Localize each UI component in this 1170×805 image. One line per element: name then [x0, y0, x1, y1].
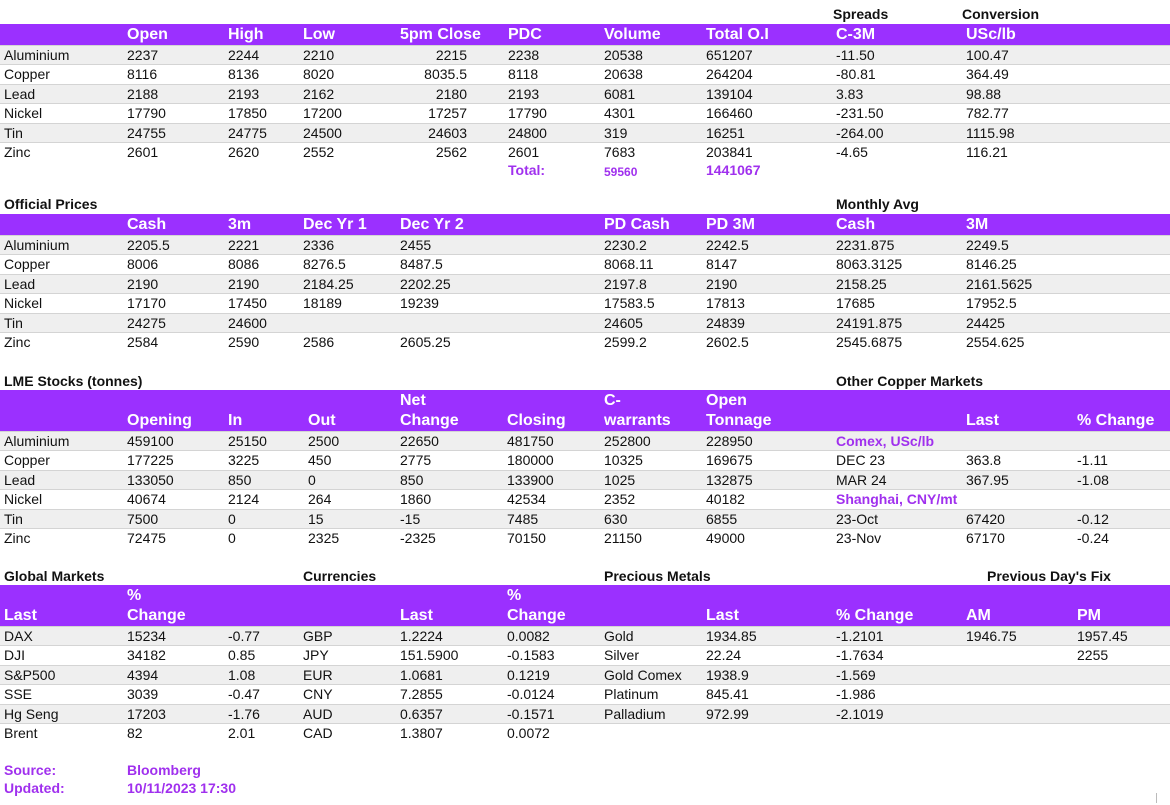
index-name: S&P500	[4, 666, 56, 683]
cell-precious-pct: -1.986	[836, 686, 876, 703]
cell-currency-pct: 0.1219	[507, 666, 550, 683]
cell-currency-pct: -0.0124	[507, 686, 555, 703]
global-col-header: Change	[127, 607, 186, 624]
official-col-header: Dec Yr 2	[400, 216, 464, 233]
row-rule	[0, 489, 1170, 490]
cell-dec1: 18189	[303, 295, 342, 312]
stocks-col-header: Out	[308, 412, 336, 429]
cell-out: 450	[308, 452, 332, 469]
cell-pd3m: 17813	[706, 295, 745, 312]
official-col-header: Cash	[127, 216, 167, 233]
metal-name: Lead	[4, 275, 36, 292]
cell-close: 2215	[435, 47, 467, 63]
cell-closing: 180000	[507, 452, 554, 469]
base-col-header: High	[228, 26, 264, 43]
cell-pdc: 2238	[508, 47, 540, 63]
metal-name: Copper	[4, 66, 50, 83]
stocks-col-header: Last	[966, 412, 999, 429]
total-oi: 1441067	[706, 162, 761, 178]
metal-name: Aluminium	[4, 433, 70, 449]
stocks-col-header: warrants	[604, 412, 671, 429]
page-edge-mark	[1156, 793, 1157, 803]
global-col-header: AM	[966, 607, 991, 624]
cell-opening: 7500	[127, 510, 159, 527]
cell-pdc: 24800	[508, 124, 547, 141]
cell-precious-pct: -1.7634	[836, 647, 884, 664]
cell-cash: 17170	[127, 295, 166, 312]
currency-name: CNY	[303, 686, 333, 703]
precious-name: Gold	[604, 628, 634, 644]
monthly-title: Monthly Avg	[836, 196, 919, 212]
cell-in: 25150	[228, 433, 267, 449]
cell-low: 2162	[303, 85, 335, 102]
cell-copper-last: 67420	[966, 510, 1005, 527]
row-band	[0, 431, 1170, 450]
cell-currency-last: 0.6357	[400, 705, 443, 722]
cell-pdc: 8118	[508, 66, 539, 83]
cell-copper-last: 367.95	[966, 471, 1009, 488]
row-rule	[0, 431, 1170, 432]
stocks-col-header: Open	[706, 392, 747, 409]
cell-pd3m: 2242.5	[706, 237, 749, 253]
stocks-col-header: C-	[604, 392, 621, 409]
cell-avg-3m: 2554.625	[966, 334, 1025, 350]
cell-currency-last: 1.3807	[400, 725, 443, 741]
stocks-header	[0, 390, 1170, 431]
metal-name: Aluminium	[4, 237, 70, 253]
cell-fix-pm: 1957.45	[1077, 628, 1128, 644]
cell-pd3m: 2602.5	[706, 334, 749, 350]
cell-open-tonnage: 132875	[706, 471, 753, 488]
base-col-header: Total O.I	[706, 26, 769, 43]
official-header	[0, 214, 1170, 235]
cell-index-last: 82	[127, 725, 143, 741]
source-label: Source:	[4, 762, 57, 778]
cell-dec2: 2455	[400, 237, 432, 253]
row-rule	[0, 665, 1170, 666]
cell-open: 2237	[127, 47, 159, 63]
cell-high: 2193	[228, 85, 260, 102]
global-col-header: PM	[1077, 607, 1101, 624]
cell-index-last: 34182	[127, 647, 166, 664]
cell-dec2: 2605.25	[400, 334, 451, 350]
cell-pdcash: 2599.2	[604, 334, 647, 350]
cell-conv: 1115.98	[966, 124, 1015, 141]
currencies-title: Currencies	[303, 568, 377, 584]
cell-in: 0	[228, 530, 236, 546]
cell-close: 24603	[428, 124, 467, 141]
cell-avg-3m: 24425	[966, 314, 1005, 331]
cell-index-last: 4394	[127, 666, 159, 683]
cell-net-change: 22650	[400, 433, 439, 449]
row-rule	[0, 723, 1170, 724]
cell-pdcash: 8068.11	[604, 256, 654, 273]
base-col-header: USc/lb	[966, 26, 1016, 43]
row-rule	[0, 704, 1170, 705]
global-col-header: %	[507, 587, 522, 604]
total-label: Total:	[508, 162, 546, 178]
copper-contract: 23-Nov	[836, 530, 882, 546]
row-rule	[0, 645, 1170, 646]
cell-avg-3m: 2161.5625	[966, 275, 1033, 292]
cell-avg-cash: 24191.875	[836, 314, 903, 331]
metal-name: Tin	[4, 510, 23, 527]
precious-title: Precious Metals	[604, 568, 711, 584]
cell-index-pct: -1.76	[228, 705, 260, 722]
precious-name: Gold Comex	[604, 666, 682, 683]
official-col-header: PD 3M	[706, 216, 755, 233]
cell-low: 17200	[303, 105, 342, 122]
cell-copper-pct: -1.08	[1077, 471, 1109, 488]
official-col-header: PD Cash	[604, 216, 670, 233]
metal-name: Tin	[4, 124, 23, 141]
cell-cash: 2205.5	[127, 237, 170, 253]
cell-avg-3m: 17952.5	[966, 295, 1017, 312]
global-col-header: %	[127, 587, 142, 604]
metal-name: Lead	[4, 471, 36, 488]
cell-open-tonnage: 6855	[706, 510, 738, 527]
cell-index-pct: 0.85	[228, 647, 256, 664]
cell-currency-pct: -0.1571	[507, 705, 555, 722]
cell-pd3m: 24839	[706, 314, 745, 331]
cell-low: 24500	[303, 124, 342, 141]
row-band	[0, 665, 1170, 684]
cell-net-change: 1860	[400, 491, 432, 508]
cell-in: 850	[228, 471, 252, 488]
metal-name: Copper	[4, 452, 50, 469]
cell-avg-cash: 2231.875	[836, 237, 895, 253]
copper-contract: 23-Oct	[836, 510, 879, 527]
cell-oi: 166460	[706, 105, 753, 122]
cell-conv: 116.21	[966, 144, 1008, 160]
cell-net-change: 2775	[400, 452, 432, 469]
cell-opening: 133050	[127, 471, 174, 488]
cell-in: 2124	[228, 491, 260, 508]
cell-high: 2620	[228, 144, 260, 160]
global-col-header: Last	[4, 607, 37, 624]
base-col-header: Volume	[604, 26, 661, 43]
cell-spread: -231.50	[836, 105, 884, 122]
cell-out: 2325	[308, 530, 340, 546]
copper-market-heading: Comex, USc/lb	[836, 433, 935, 449]
cell-fix-pm: 2255	[1077, 647, 1109, 664]
cell-pdcash: 24605	[604, 314, 643, 331]
cell-conv: 100.47	[966, 47, 1009, 63]
cell-copper-last: 363.8	[966, 452, 1002, 469]
precious-name: Silver	[604, 647, 640, 664]
cell-copper-pct: -0.24	[1077, 530, 1109, 546]
metal-name: Tin	[4, 314, 23, 331]
cell-copper-pct: -0.12	[1077, 510, 1109, 527]
cell-in: 3225	[228, 452, 260, 469]
cell-cwarrants: 252800	[604, 433, 651, 449]
cell-precious-last: 1938.9	[706, 666, 749, 683]
cell-3m: 2221	[228, 237, 260, 253]
cell-opening: 459100	[127, 433, 174, 449]
copper-market-heading: Shanghai, CNY/mt	[836, 491, 958, 508]
cell-out: 15	[308, 510, 324, 527]
cell-low: 2552	[303, 144, 335, 160]
cell-cwarrants: 1025	[604, 471, 636, 488]
cell-high: 17850	[228, 105, 267, 122]
cell-closing: 481750	[507, 433, 554, 449]
updated-value: 10/11/2023 17:30	[127, 780, 236, 796]
cell-precious-pct: -1.2101	[836, 628, 884, 644]
cell-index-pct: 2.01	[228, 725, 256, 741]
cell-net-change: -15	[400, 510, 421, 527]
copper-contract: MAR 24	[836, 471, 887, 488]
global-header	[0, 585, 1170, 626]
cell-closing: 42534	[507, 491, 546, 508]
cell-cwarrants: 21150	[604, 530, 642, 546]
global-col-header: % Change	[836, 607, 914, 624]
cell-cash: 8006	[127, 256, 159, 273]
cell-copper-pct: -1.11	[1077, 452, 1108, 469]
cell-cwarrants: 2352	[604, 491, 636, 508]
precious-name: Platinum	[604, 686, 659, 703]
global-col-header: Last	[706, 607, 739, 624]
cell-spread: -11.50	[836, 47, 875, 63]
cell-oi: 203841	[706, 144, 753, 160]
cell-currency-last: 1.2224	[400, 628, 443, 644]
cell-avg-cash: 2545.6875	[836, 334, 903, 350]
base-col-header: 5pm Close	[400, 26, 481, 43]
precious-name: Palladium	[604, 705, 666, 722]
cell-open-tonnage: 49000	[706, 530, 745, 546]
stocks-col-header: Net	[400, 392, 426, 409]
cell-closing: 7485	[507, 510, 539, 527]
metal-name: Nickel	[4, 295, 43, 312]
official-col-header: Dec Yr 1	[303, 216, 367, 233]
cell-close: 17257	[428, 105, 467, 122]
metal-name: Lead	[4, 85, 36, 102]
source-value: Bloomberg	[127, 762, 201, 778]
cell-3m: 17450	[228, 295, 267, 312]
cell-3m: 24600	[228, 314, 267, 331]
cell-pdcash: 2230.2	[604, 237, 647, 253]
cell-copper-last: 67170	[966, 530, 1005, 546]
other-copper-title: Other Copper Markets	[836, 373, 984, 389]
cell-open: 8116	[127, 66, 158, 83]
currency-name: AUD	[303, 705, 333, 722]
cell-oi: 139104	[706, 85, 753, 102]
global-col-header: Last	[400, 607, 433, 624]
metal-name: Zinc	[4, 530, 31, 546]
cell-3m: 8086	[228, 256, 260, 273]
currency-name: GBP	[303, 628, 333, 644]
cell-oi: 16251	[706, 124, 745, 141]
cell-dec2: 19239	[400, 295, 439, 312]
cell-open-tonnage: 169675	[706, 452, 753, 469]
metal-name: Zinc	[4, 334, 31, 350]
cell-volume: 7683	[604, 144, 636, 160]
cell-oi: 651207	[706, 47, 753, 63]
cell-opening: 177225	[127, 452, 174, 469]
currency-name: CAD	[303, 725, 333, 741]
cell-conv: 364.49	[966, 66, 1009, 83]
metal-name: Nickel	[4, 491, 43, 508]
cell-volume: 4301	[604, 105, 636, 122]
official-col-header: 3m	[228, 216, 252, 233]
cell-precious-last: 845.41	[706, 686, 749, 703]
cell-avg-cash: 8063.3125	[836, 256, 903, 273]
official-col-header: Cash	[836, 216, 876, 233]
cell-precious-last: 972.99	[706, 705, 749, 722]
cell-open: 2601	[127, 144, 159, 160]
cell-dec1: 2336	[303, 237, 335, 253]
cell-currency-last: 1.0681	[400, 666, 443, 683]
cell-volume: 6081	[604, 85, 636, 102]
cell-low: 2210	[303, 47, 335, 63]
cell-cash: 2190	[127, 275, 159, 292]
cell-3m: 2590	[228, 334, 260, 350]
cell-close: 2180	[435, 85, 467, 102]
cell-oi: 264204	[706, 66, 753, 83]
metal-name: Nickel	[4, 105, 43, 122]
cell-volume: 20638	[604, 66, 643, 83]
cell-low: 8020	[303, 66, 335, 83]
cell-closing: 70150	[507, 530, 546, 546]
index-name: SSE	[4, 686, 33, 703]
cell-pdc: 17790	[508, 105, 547, 122]
cell-dec2: 8487.5	[400, 256, 443, 273]
index-name: DAX	[4, 628, 33, 644]
base-col-header: C-3M	[836, 26, 876, 43]
cell-high: 8136	[228, 66, 260, 83]
cell-index-pct: -0.47	[228, 686, 260, 703]
cell-open: 17790	[127, 105, 166, 122]
cell-dec2: 2202.25	[400, 275, 451, 292]
cell-high: 24775	[228, 124, 267, 141]
stocks-title: LME Stocks (tonnes)	[4, 373, 143, 389]
row-band	[0, 704, 1170, 723]
cell-dec1: 2184.25	[303, 275, 354, 292]
cell-in: 0	[228, 510, 236, 527]
cell-precious-last: 1934.85	[706, 628, 757, 644]
cell-dec1: 8276.5	[303, 256, 346, 273]
base-col-header: PDC	[508, 26, 542, 43]
cell-precious-pct: -1.569	[836, 666, 876, 683]
currency-name: EUR	[303, 666, 333, 683]
cell-conv: 782.77	[966, 105, 1009, 122]
cell-volume: 319	[604, 124, 628, 141]
cell-close: 8035.5	[424, 66, 467, 83]
cell-out: 0	[308, 471, 316, 488]
cell-pdc: 2193	[508, 85, 540, 102]
cell-closing: 133900	[507, 471, 554, 488]
fix-title: Previous Day's Fix	[987, 568, 1111, 584]
cell-opening: 40674	[127, 491, 166, 508]
cell-pdc: 2601	[508, 144, 540, 160]
index-name: DJI	[4, 647, 25, 664]
cell-open-tonnage: 40182	[706, 491, 745, 508]
cell-precious-last: 22.24	[706, 647, 742, 664]
currency-name: JPY	[303, 647, 329, 664]
global-title: Global Markets	[4, 568, 105, 584]
cell-index-last: 3039	[127, 686, 159, 703]
cell-index-last: 15234	[127, 628, 166, 644]
stocks-col-header: Opening	[127, 412, 192, 429]
metal-name: Aluminium	[4, 47, 70, 63]
base-header	[0, 24, 1170, 45]
cell-avg-cash: 17685	[836, 295, 875, 312]
cell-currency-pct: -0.1583	[507, 647, 555, 664]
base-col-header: Low	[303, 26, 335, 43]
cell-pdcash: 17583.5	[604, 295, 655, 312]
cell-dec1: 2586	[303, 334, 335, 350]
cell-pdcash: 2197.8	[604, 275, 647, 292]
stocks-col-header: In	[228, 412, 243, 429]
cell-pd3m: 2190	[706, 275, 738, 292]
cell-avg-3m: 2249.5	[966, 237, 1009, 253]
cell-open-tonnage: 228950	[706, 433, 753, 449]
base-col-header: Open	[127, 26, 168, 43]
cell-currency-pct: 0.0072	[507, 725, 550, 741]
official-title: Official Prices	[4, 196, 98, 212]
cell-precious-pct: -2.1019	[836, 705, 884, 722]
cell-fix-am: 1946.75	[966, 628, 1017, 644]
copper-contract: DEC 23	[836, 452, 886, 469]
cell-spread: -4.65	[836, 144, 868, 160]
cell-net-change: 850	[400, 471, 424, 488]
cell-3m: 2190	[228, 275, 260, 292]
cell-cash: 2584	[127, 334, 159, 350]
global-col-header: Change	[507, 607, 566, 624]
spreads-label: Spreads	[833, 6, 889, 22]
index-name: Hg Seng	[4, 705, 59, 722]
official-col-header: 3M	[966, 216, 989, 233]
row-rule	[0, 684, 1170, 685]
cell-index-pct: -0.77	[228, 628, 260, 644]
cell-close: 2562	[435, 144, 467, 160]
cell-cwarrants: 630	[604, 510, 628, 527]
cell-volume: 20538	[604, 47, 643, 63]
cell-pd3m: 8147	[706, 256, 738, 273]
cell-currency-pct: 0.0082	[507, 628, 550, 644]
cell-index-last: 17203	[127, 705, 166, 722]
cell-out: 2500	[308, 433, 340, 449]
metal-name: Zinc	[4, 144, 31, 160]
cell-conv: 98.88	[966, 85, 1002, 102]
cell-spread: -264.00	[836, 124, 884, 141]
cell-out: 264	[308, 491, 332, 508]
stocks-col-header: Tonnage	[706, 412, 772, 429]
stocks-col-header: Closing	[507, 412, 566, 429]
cell-open: 2188	[127, 85, 159, 102]
cell-net-change: -2325	[400, 530, 436, 546]
cell-currency-last: 7.2855	[400, 686, 443, 703]
index-name: Brent	[4, 725, 38, 741]
cell-cash: 24275	[127, 314, 166, 331]
cell-open: 24755	[127, 124, 166, 141]
updated-label: Updated:	[4, 780, 65, 796]
cell-currency-last: 151.5900	[400, 647, 459, 664]
conversion-label: Conversion	[962, 6, 1040, 22]
cell-opening: 72475	[127, 530, 166, 546]
cell-avg-cash: 2158.25	[836, 275, 887, 292]
metal-name: Copper	[4, 256, 50, 273]
stocks-col-header: % Change	[1077, 412, 1155, 429]
stocks-col-header: Change	[400, 412, 459, 429]
cell-avg-3m: 8146.25	[966, 256, 1017, 273]
cell-spread: 3.83	[836, 85, 864, 102]
cell-cwarrants: 10325	[604, 452, 643, 469]
cell-high: 2244	[228, 47, 260, 63]
total-volume: 59560	[604, 165, 638, 179]
cell-spread: -80.81	[836, 66, 876, 83]
cell-index-pct: 1.08	[228, 666, 256, 683]
